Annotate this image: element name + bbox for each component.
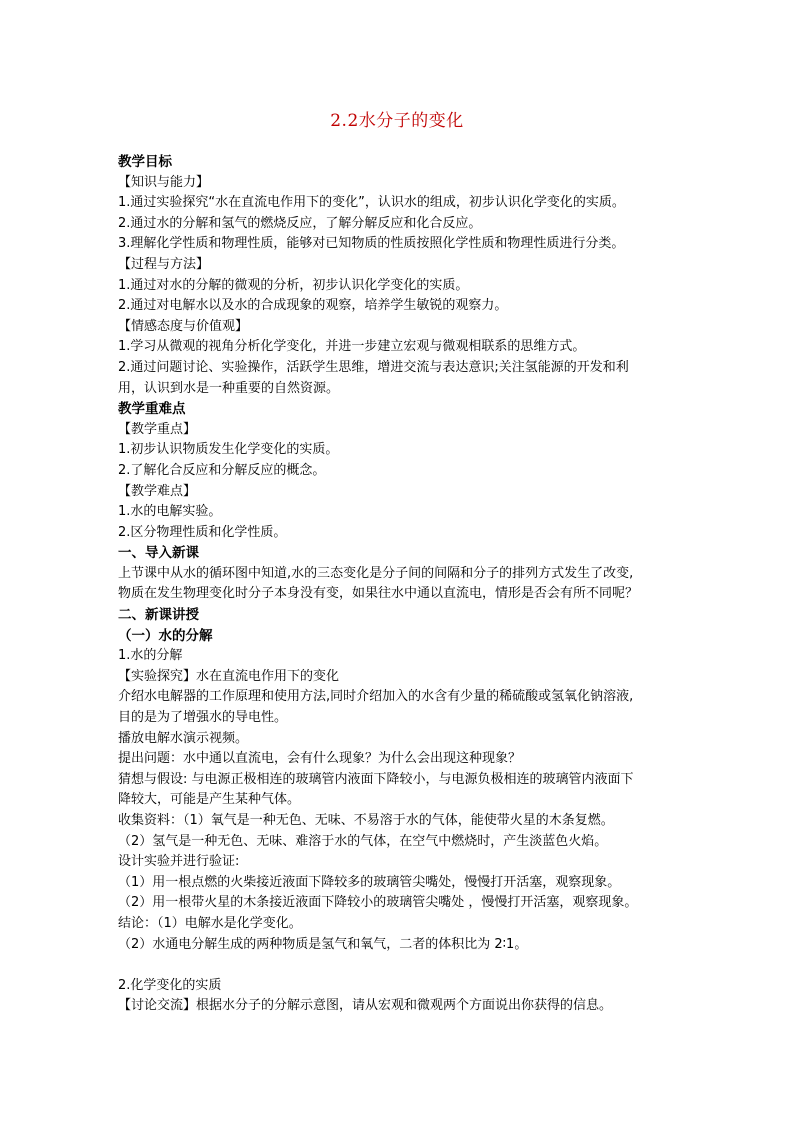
text-line: 【知识与能力】 xyxy=(118,174,210,190)
text-line: 物质在发生物理变化时分子本身没有变，如果往水中通以直流电，情形是否会有所不同呢？ xyxy=(118,586,639,602)
text-line: （2）用一根带火星的木条接近液面下降较小的玻璃管尖嘴处 ，慢慢打开活塞，观察现象。 xyxy=(118,895,638,911)
text-line: 用，认识到水是一种重要的自然资源。 xyxy=(118,380,340,396)
text-line: 1.水的分解 xyxy=(118,648,183,664)
text-line: 1.学习从微观的视角分析化学变化，并进一步建立宏观与微观相联系的思维方式。 xyxy=(118,339,586,355)
text-line: 猜想与假设: 与电源正极相连的玻璃管内液面下降较小，与电源负极相连的玻璃管内液面下 xyxy=(118,771,634,787)
text-line: 设计实验并进行验证: xyxy=(118,854,240,870)
text-line: 2.通过对电解水以及水的合成现象的观察，培养学生敏锐的观察力。 xyxy=(118,298,508,314)
section-heading: 二、新课讲授 xyxy=(118,607,199,624)
text-line: （2）水通电分解生成的两种物质是氢气和氧气，二者的体积比为 2∶1。 xyxy=(118,936,528,952)
text-line: 2.通过问题讨论、实验操作，活跃学生思维，增进交流与表达意识;关注氢能源的开发和利 xyxy=(118,359,629,375)
text-line: 播放电解水演示视频。 xyxy=(118,730,249,746)
text-line: 2.通过水的分解和氢气的燃烧反应，了解分解反应和化合反应。 xyxy=(118,215,482,231)
section-heading: 教学重难点 xyxy=(118,401,186,418)
text-line: 2.化学变化的实质 xyxy=(118,977,222,993)
text-line: （1）用一根点燃的火柴接近液面下降较多的玻璃管尖嘴处，慢慢打开活塞，观察现象。 xyxy=(118,874,621,890)
text-line: 降较大，可能是产生某种气体。 xyxy=(118,792,301,808)
text-line: 目的是为了增强水的导电性。 xyxy=(118,710,288,726)
document-title: 2.2水分子的变化 xyxy=(330,111,464,131)
text-line: 【讨论交流】根据水分子的分解示意图，请从宏观和微观两个方面说出你获得的信息。 xyxy=(118,998,613,1014)
section-heading: （一）水的分解 xyxy=(118,627,213,644)
text-line: 1.初步认识物质发生化学变化的实质。 xyxy=(118,442,339,458)
text-line: 3.理解化学性质和物理性质，能够对已知物质的性质按照化学性质和物理性质进行分类。 xyxy=(118,236,625,252)
text-line: 【情感态度与价值观】 xyxy=(118,318,249,334)
text-line: 2.了解化合反应和分解反应的概念。 xyxy=(118,462,326,478)
text-line: 【过程与方法】 xyxy=(118,256,210,272)
text-line: 1.通过对水的分解的微观的分析，初步认识化学变化的实质。 xyxy=(118,277,469,293)
text-line: 上节课中从水的循环图中知道,水的三态变化是分子间的间隔和分子的排列方式发生了改变, xyxy=(118,565,634,581)
section-heading: 一、导入新课 xyxy=(118,545,199,562)
text-line: 【教学难点】 xyxy=(118,483,197,499)
text-line: 介绍水电解器的工作原理和使用方法,同时介绍加入的水含有少量的稀硫酸或氢氧化钠溶液, xyxy=(118,689,634,705)
text-line: 1.通过实验探究“水在直流电作用下的变化”，认识水的组成，初步认识化学变化的实质。 xyxy=(118,195,625,211)
text-line: 提出问题：水中通以直流电，会有什么现象？为什么会出现这种现象？ xyxy=(118,751,522,767)
text-line: 收集资料：（1）氧气是一种无色、无味、不易溶于水的气体，能使带火星的木条复燃。 xyxy=(118,813,614,828)
text-line xyxy=(118,955,694,976)
section-heading: 教学目标 xyxy=(118,154,172,170)
text-line: 【教学重点】 xyxy=(118,421,197,437)
text-line: 结论：（1）电解水是化学变化。 xyxy=(118,915,302,931)
text-line: 1.水的电解实验。 xyxy=(118,504,222,520)
text-line: （2）氢气是一种无色、无味、难溶于水的气体，在空气中燃烧时，产生淡蓝色火焰。 xyxy=(118,833,608,849)
text-line: 【实验探究】水在直流电作用下的变化 xyxy=(118,668,340,684)
document-body xyxy=(118,152,694,1017)
text-line: 2.区分物理性质和化学性质。 xyxy=(118,524,287,540)
